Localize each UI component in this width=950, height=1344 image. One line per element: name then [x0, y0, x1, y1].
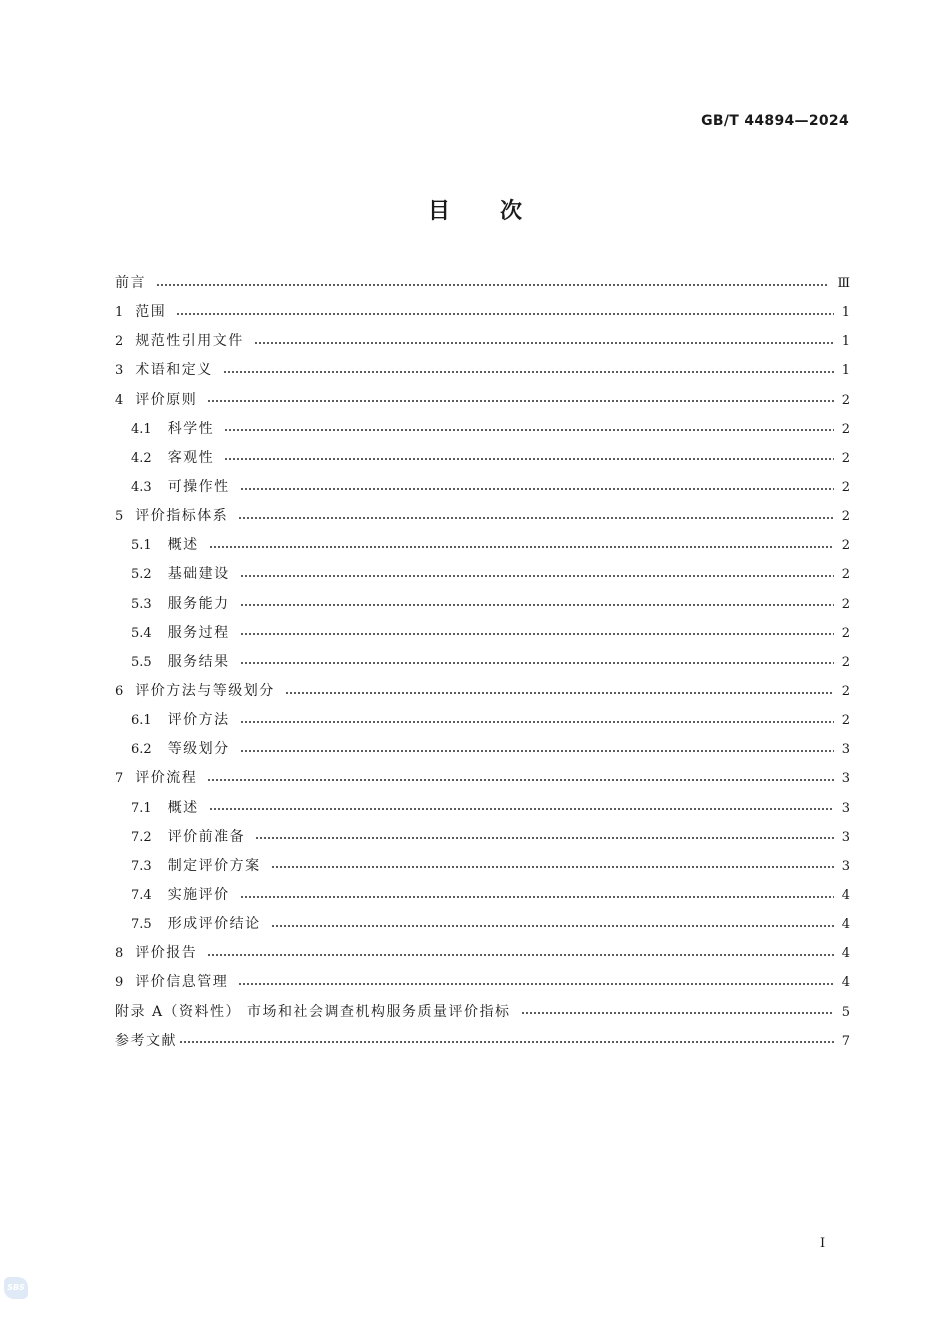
toc-entry-label: 附录 A（资料性） 市场和社会调查机构服务质量评价指标	[115, 1003, 511, 1020]
toc-dot-leader	[207, 779, 833, 781]
toc-dot-leader	[224, 458, 834, 460]
toc-entry[interactable]	[115, 531, 850, 560]
toc-entry-label: 规范性引用文件	[135, 333, 244, 350]
toc-entry-page: 2	[841, 625, 850, 641]
toc-entry-page: 4	[841, 917, 850, 933]
toc-entry[interactable]	[115, 356, 850, 385]
toc-entry-page: 2	[841, 421, 850, 437]
toc-entry-label: 评价指标体系	[135, 508, 229, 525]
toc-entry-page: 2	[841, 567, 850, 583]
toc-entry-page: 4	[841, 975, 850, 991]
toc-entry-page: 3	[841, 742, 850, 758]
toc-entry[interactable]	[115, 968, 850, 997]
toc-entry-number: 6.1	[131, 713, 152, 729]
toc-entry-label: 评价方法与等级划分	[135, 682, 275, 699]
toc-dot-leader	[240, 604, 834, 606]
toc-dot-leader	[271, 866, 834, 868]
toc-entry-label: 制定评价方案	[167, 857, 261, 874]
toc-dot-leader	[240, 575, 834, 577]
toc-entry-number: 7.1	[131, 800, 152, 816]
toc-dot-leader	[240, 633, 834, 635]
toc-dot-leader	[207, 954, 833, 956]
toc-entry-label: 服务结果	[167, 653, 230, 670]
toc-entry-label: 科学性	[167, 420, 215, 437]
toc-dot-leader	[240, 488, 834, 490]
toc-entry-number: 4.2	[131, 450, 152, 466]
toc-entry-page: 1	[841, 363, 850, 379]
toc-entry[interactable]	[115, 998, 850, 1027]
toc-entry-number: 5.3	[131, 596, 152, 612]
toc-entry-page: 5	[841, 1004, 850, 1020]
toc-entry-page: 2	[841, 450, 850, 466]
toc-entry-page: 2	[841, 596, 850, 612]
toc-dot-leader	[209, 808, 834, 810]
toc-dot-leader	[240, 750, 834, 752]
toc-entry-label: 评价前准备	[167, 828, 246, 845]
toc-dot-leader	[207, 400, 833, 402]
toc-entry-number: 4.3	[131, 479, 152, 495]
toc-entry[interactable]	[115, 881, 850, 910]
toc-entry-number: 6	[115, 683, 124, 699]
toc-entry-number: 5	[115, 509, 124, 525]
toc-entry[interactable]	[115, 619, 850, 648]
toc-entry-number: 6.2	[131, 742, 152, 758]
toc-entry-number: 5.1	[131, 538, 152, 554]
toc-entry[interactable]	[115, 648, 850, 677]
toc-entry-label: 评价原则	[135, 391, 198, 408]
toc-entry-page: 2	[841, 654, 850, 670]
toc-dot-leader	[254, 342, 834, 344]
toc-dot-leader	[240, 662, 834, 664]
toc-dot-leader	[271, 925, 834, 927]
toc-entry-label: 评价信息管理	[135, 974, 229, 991]
toc-dot-leader	[255, 837, 834, 839]
toc-entry[interactable]	[115, 560, 850, 589]
toc-entry-number: 5.5	[131, 654, 152, 670]
toc-entry[interactable]	[115, 852, 850, 881]
toc-dot-leader	[156, 284, 829, 286]
toc-entry[interactable]	[115, 939, 850, 968]
toc-entry-number: 8	[115, 946, 124, 962]
toc-entry-page: Ⅲ	[837, 276, 850, 291]
toc-entry-number: 1	[115, 305, 124, 321]
toc-entry-label: 概述	[167, 537, 199, 554]
toc-entry[interactable]	[115, 298, 850, 327]
toc-entry-page: 2	[841, 683, 850, 699]
toc-entry-label: 形成评价结论	[167, 916, 261, 933]
toc-entry-number: 3	[115, 363, 124, 379]
toc-entry[interactable]	[115, 444, 850, 473]
toc-entry[interactable]	[115, 502, 850, 531]
page-title: 目次	[427, 199, 572, 224]
toc-entry-label: 服务能力	[167, 595, 230, 612]
toc-entry[interactable]	[115, 706, 850, 735]
toc-dot-leader	[223, 371, 834, 373]
toc-entry-label: 服务过程	[167, 624, 230, 641]
toc-entry[interactable]	[115, 473, 850, 502]
toc-entry-number: 2	[115, 334, 124, 350]
toc-entry-number: 5.2	[131, 567, 152, 583]
toc-entry[interactable]	[115, 1027, 850, 1056]
toc-entry-label: 实施评价	[167, 886, 230, 903]
toc-dot-leader	[238, 983, 833, 985]
toc-entry-number: 7.3	[131, 858, 152, 874]
toc-entry[interactable]	[115, 590, 850, 619]
toc-entry[interactable]	[115, 386, 850, 415]
toc-entry-page: 3	[841, 858, 850, 874]
toc-entry-page: 2	[841, 538, 850, 554]
toc-entry-number: 7	[115, 771, 124, 787]
toc-dot-leader	[224, 429, 834, 431]
toc-entry-page: 2	[841, 392, 850, 408]
toc-entry-page: 7	[841, 1033, 850, 1049]
toc-entry-page: 4	[841, 946, 850, 962]
toc-entry-number: 4.1	[131, 421, 152, 437]
toc-entry[interactable]	[115, 823, 850, 852]
toc-entry-page: 1	[841, 334, 850, 350]
toc-entry-label: 评价方法	[167, 712, 230, 729]
toc-entry-label: 评价流程	[135, 770, 198, 787]
toc-entry-number: 7.2	[131, 829, 152, 845]
toc-entry-number: 5.4	[131, 625, 152, 641]
toc-dot-leader	[238, 517, 833, 519]
page-number: I	[820, 1236, 826, 1251]
toc-entry[interactable]	[115, 415, 850, 444]
toc-entry[interactable]	[115, 735, 850, 764]
toc-entry-number: 4	[115, 392, 124, 408]
toc-entry[interactable]	[115, 910, 850, 939]
toc-entry-number: 7.4	[131, 887, 152, 903]
toc-entry-label: 范围	[135, 304, 167, 321]
watermark-logo: SBS	[4, 1277, 28, 1299]
toc-entry-label: 术语和定义	[135, 362, 213, 379]
toc-entry[interactable]	[115, 269, 850, 298]
toc-entry-page: 3	[841, 800, 850, 816]
toc-dot-leader	[240, 896, 834, 898]
toc-entry[interactable]	[115, 764, 850, 793]
standard-number: GB/T 44894—2024	[701, 113, 849, 129]
toc-entry-label: 等级划分	[167, 741, 230, 758]
toc-dot-leader	[176, 313, 833, 315]
toc-entry-page: 4	[841, 887, 850, 903]
toc-entry-number: 7.5	[131, 917, 152, 933]
toc-dot-leader	[209, 546, 834, 548]
toc-entry-number: 9	[115, 975, 124, 991]
toc-entry-label: 评价报告	[135, 945, 198, 962]
toc-entry-page: 3	[841, 771, 850, 787]
toc-entry[interactable]	[115, 794, 850, 823]
toc-entry-label: 概述	[167, 799, 199, 816]
toc-entry[interactable]	[115, 327, 850, 356]
toc-entry-label: 可操作性	[167, 478, 230, 495]
toc-dot-leader	[179, 1041, 834, 1043]
toc-entry-label: 基础建设	[167, 566, 230, 583]
toc-dot-leader	[521, 1012, 834, 1014]
toc-entry[interactable]	[115, 677, 850, 706]
table-of-contents	[115, 269, 850, 1056]
toc-entry-page: 2	[841, 713, 850, 729]
toc-entry-page: 2	[841, 509, 850, 525]
toc-entry-page: 1	[841, 305, 850, 321]
toc-entry-label: 参考文献	[115, 1032, 177, 1049]
toc-entry-page: 2	[841, 479, 850, 495]
toc-dot-leader	[240, 721, 834, 723]
toc-entry-page: 3	[841, 829, 850, 845]
toc-entry-label: 客观性	[167, 449, 215, 466]
toc-dot-leader	[285, 692, 834, 694]
toc-entry-label: 前言	[115, 275, 146, 291]
